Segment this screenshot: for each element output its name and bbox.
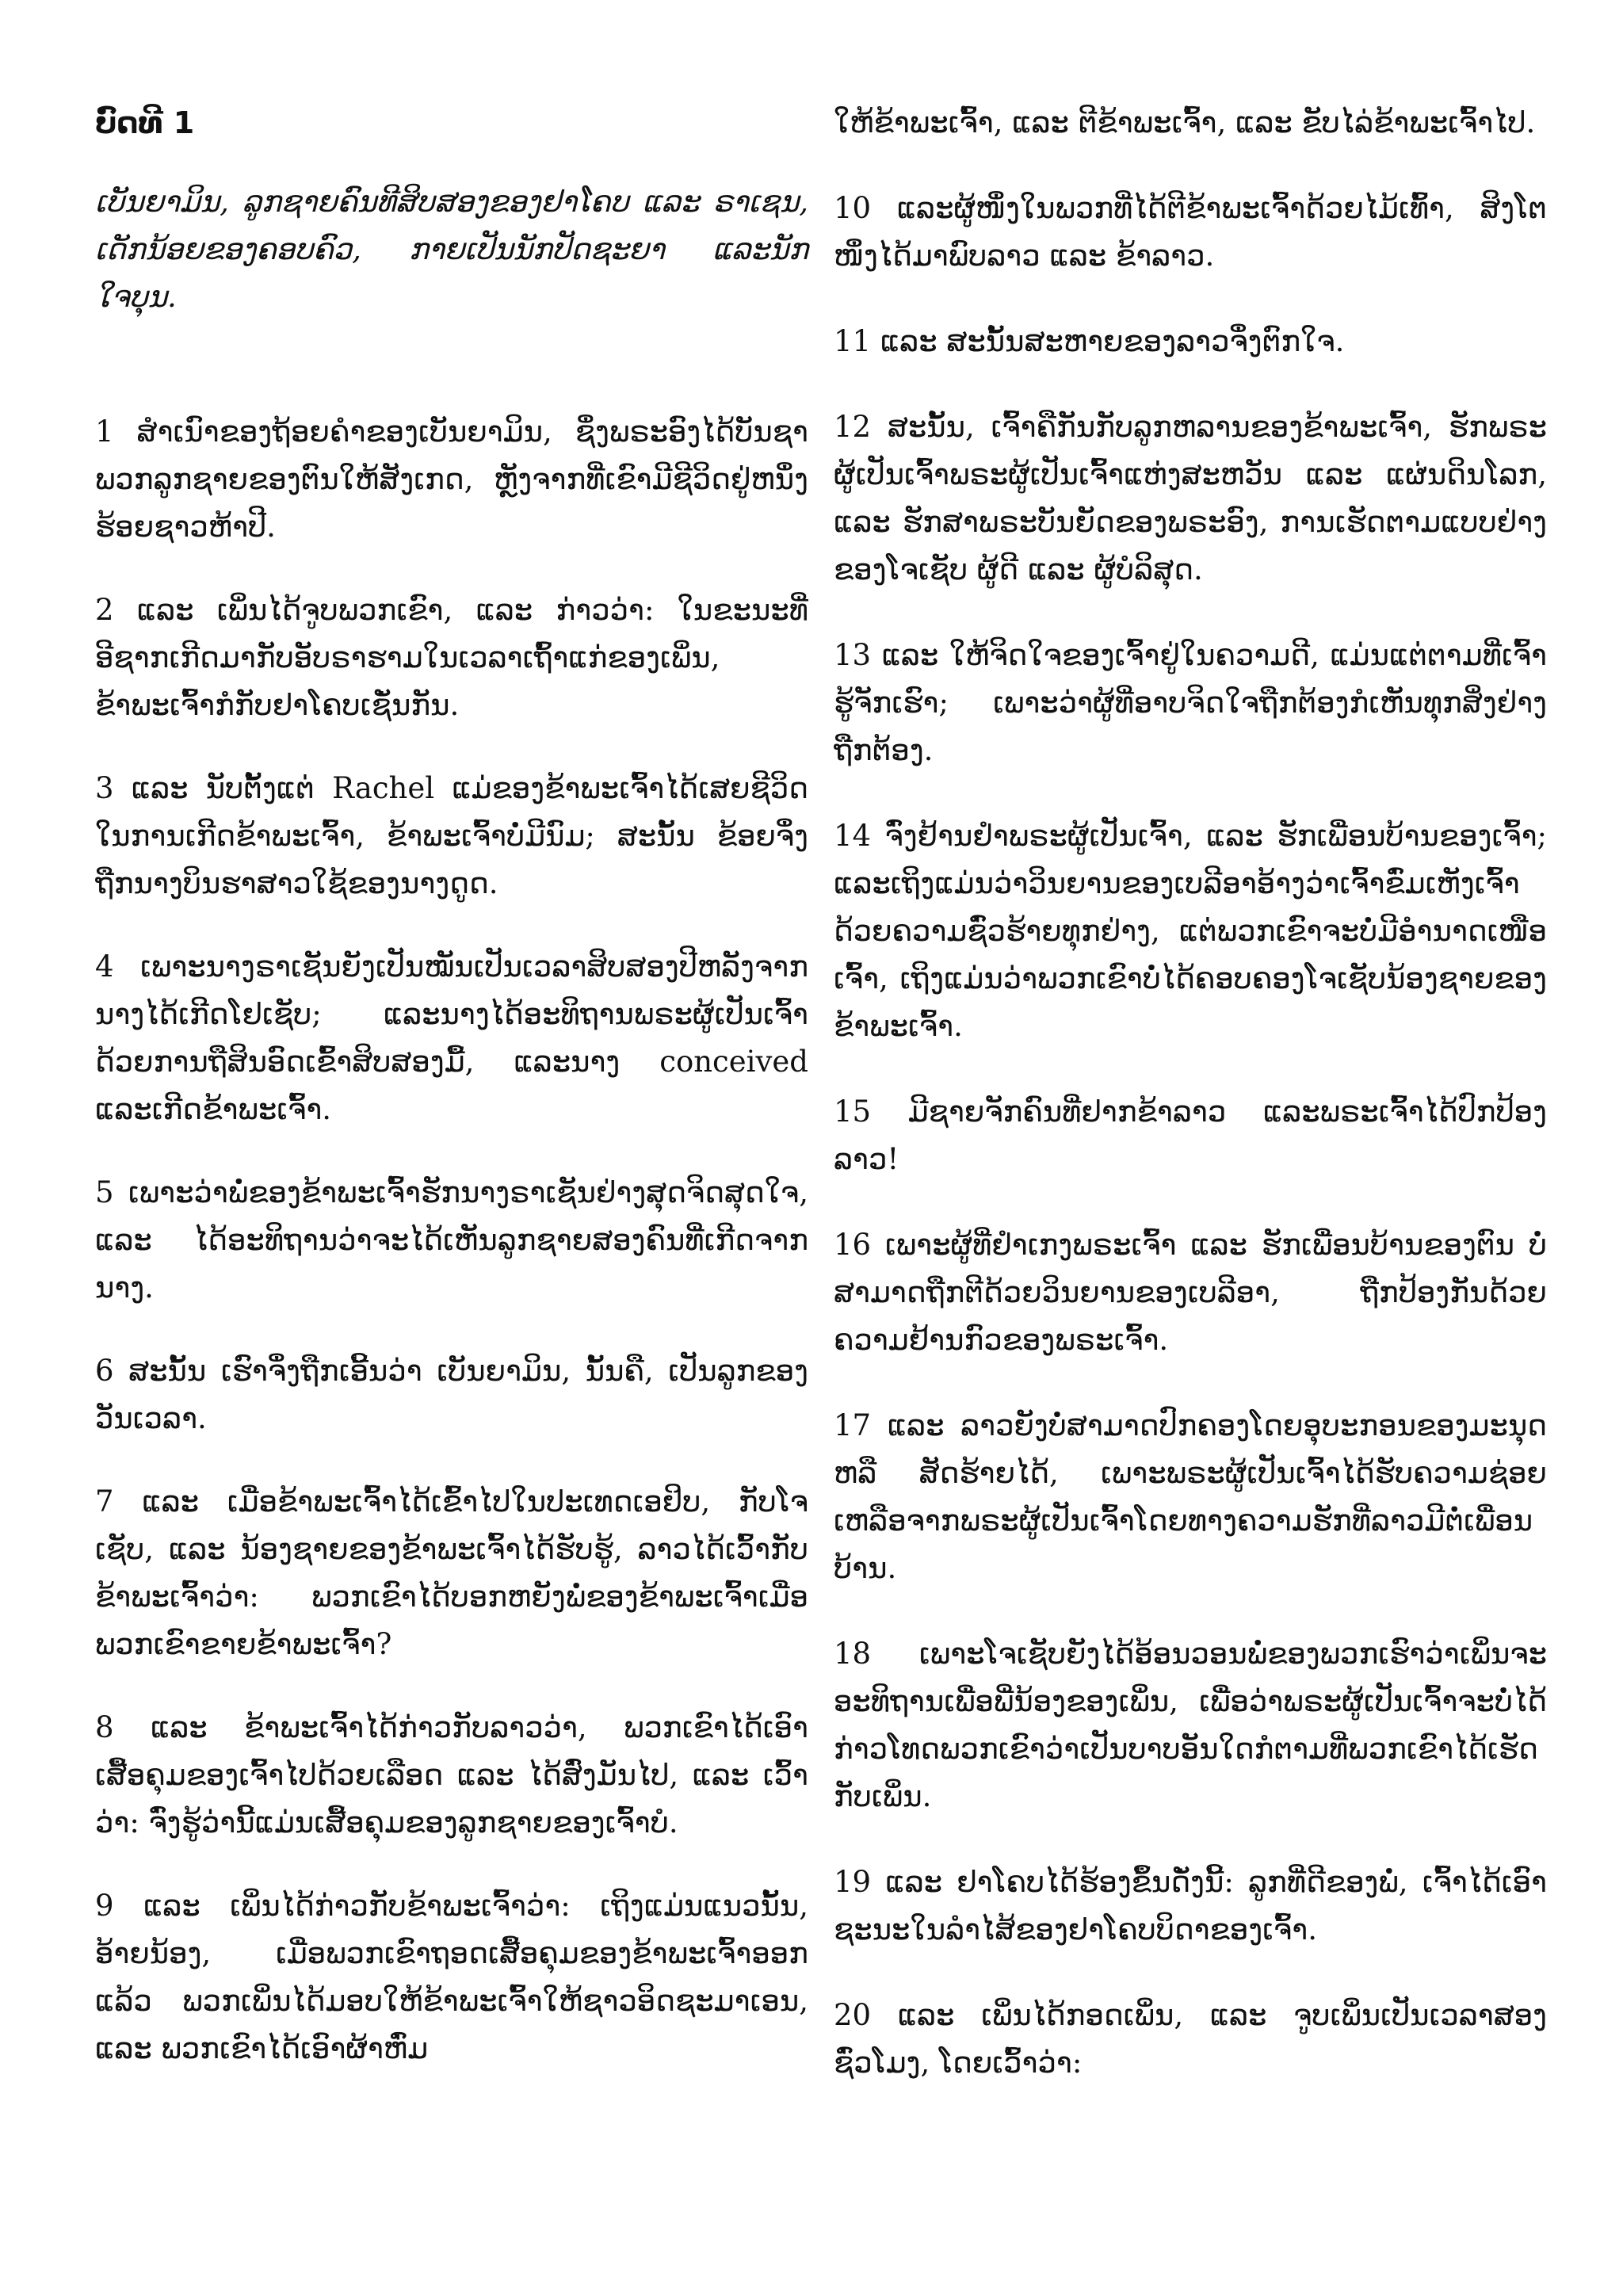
- verse-20: 20 ແລະ ເພິ່ນໄດ້ກອດເພິ່ນ, ແລະ ຈູບເພິ່ນເປັນເວລາສອງຊົ່ວໂມງ, ໂດຍເວົ້າວ່າ:: [834, 1998, 1547, 2080]
- chapter-heading: ບົດທີ 1: [95, 105, 195, 140]
- verse-13: 13 ແລະ ໃຫ້ຈິດໃຈຂອງເຈົ້າຢູ່ໃນຄວາມດີ, ແມ່ນແຕ່ຕາມທີ່ເຈົ້າຮູ້ຈັກເຮົາ; ເພາະວ່າຜູ້ທີ່ອາບຈິດໃຈຖືກຕ້ອງກໍເຫັນທຸກສິ່ງຢ່າງຖືກຕ້ອງ.: [834, 638, 1547, 767]
- verse-16: 16 ເພາະຜູ້ທີ່ຢຳເກງພຣະເຈົ້າ ແລະ ຮັກເພື່ອນບ້ານຂອງຕົນ ບໍ່ສາມາດຖືກຕີດ້ວຍວິນຍານຂອງເບລີອາ, ຖືກປ້ອງກັນດ້ວຍຄວາມຢ້ານກົວຂອງພຣະເຈົ້າ.: [834, 1228, 1547, 1357]
- verse-14: 14 ຈົ່ງຢ້ານຢໍາພຣະຜູ້ເປັນເຈົ້າ, ແລະ ຮັກເພື່ອນບ້ານຂອງເຈົ້າ; ແລະເຖິງແມ່ນວ່າວິນຍານຂອງເບລີອາອ້າງວ່າເຈົ້າຂົ່ມເຫັງເຈົ້າດ້ວຍຄວາມຊົ່ວຮ້າຍທຸກຢ່າງ, ແຕ່ພວກເຂົາຈະບໍ່ມີອໍານາດເໜືອເຈົ້າ, ເຖິງແມ່ນວ່າພວກເຂົາບໍ່ໄດ້ຄອບຄອງໂຈເຊັບນ້ອງຊາຍຂອງຂ້າພະເຈົ້າ.: [834, 819, 1547, 1043]
- verse-6: 6 ສະນັ້ນ ເຮົາຈຶ່ງຖືກເອີ້ນວ່າ ເບັນຍາມິນ, ນັ້ນຄື, ເປັນລູກຂອງວັນເວລາ.: [95, 1354, 808, 1435]
- verse-18: 18 ເພາະໂຈເຊັບຍັງໄດ້ອ້ອນວອນພໍ່ຂອງພວກເຮົາວ່າເພິ່ນຈະອະທິຖານເພື່ອພີ່ນ້ອງຂອງເພິ່ນ, ເພື່ອວ່າພຣະຜູ້ເປັນເຈົ້າຈະບໍ່ໄດ້ກ່າວໂທດພວກເຂົາວ່າເປັນບາບອັນໃດກໍຕາມທີ່ພວກເຂົາໄດ້ເຮັດກັບເພິ່ນ.: [834, 1637, 1547, 1813]
- verse-15: 15 ມີຊາຍຈັກຄົນທີ່ຢາກຂ້າລາວ ແລະພຣະເຈົ້າໄດ້ປົກປ້ອງລາວ!: [834, 1095, 1547, 1176]
- verse-4: 4 ເພາະນາງຣາເຊັນຍັງເປັນໝັນເປັນເວລາສິບສອງປີຫລັງຈາກນາງໄດ້ເກີດໂຢເຊັບ; ແລະນາງໄດ້ອະທິຖານພຣະຜູ້ເປັນເຈົ້າດ້ວຍການຖືສິນອົດເຂົ້າສິບສອງມື້, ແລະນາງ conceived ແລະເກີດຂ້າພະເຈົ້າ.: [95, 949, 808, 1126]
- verse-1: 1 ສຳເນົາຂອງຖ້ອຍຄຳຂອງເບັນຍາມິນ, ຊຶ່ງພຣະອົງໄດ້ບັນຊາພວກລູກຊາຍຂອງຕົນໃຫ້ສັງເກດ, ຫຼັງຈາກທີ່ເຂົາມີຊີວິດຢູ່ຫນຶ່ງຮ້ອຍຊາວຫ້າປີ.: [95, 415, 808, 544]
- verse-19: 19 ແລະ ຢາໂຄບໄດ້ຮ້ອງຂຶ້ນດັ່ງນີ້: ລູກທີ່ດີຂອງພໍ່, ເຈົ້າໄດ້ເອົາຊະນະໃນລຳໄສ້ຂອງຢາໂຄບບິດາຂອງເຈົ້າ.: [834, 1865, 1547, 1946]
- verse-5: 5 ເພາະວ່າພໍ່ຂອງຂ້າພະເຈົ້າຮັກນາງຣາເຊັນຢ່າງສຸດຈິດສຸດໃຈ, ແລະ ໄດ້ອະທິຖານວ່າຈະໄດ້ເຫັນລູກຊາຍສອງຄົນທີ່ເກີດຈາກນາງ.: [95, 1175, 808, 1305]
- verse-8: 8 ແລະ ຂ້າພະເຈົ້າໄດ້ກ່າວກັບລາວວ່າ, ພວກເຂົາໄດ້ເອົາເສື້ອຄຸມຂອງເຈົ້າໄປດ້ວຍເລືອດ ແລະ ໄດ້ສົ່ງມັນໄປ, ແລະ ເວົ້າວ່າ: ຈົ່ງຮູ້ວ່ານີ້ແມ່ນເສື້ອຄຸມຂອງລູກຊາຍຂອງເຈົ້າບໍ.: [95, 1710, 808, 1839]
- left-column: [95, 99, 808, 2108]
- chapter-summary: ເບັນຍາມິນ, ລູກຊາຍຄົນທີສິບສອງຂອງຢາໂຄບ ແລະ ຣາເຊນ, ເດັກນ້ອຍຂອງຄອບຄົວ, ກາຍເປັນນັກປັດຊະຍາ ແລະນັກໃຈບຸນ.: [95, 185, 808, 314]
- verse-3: 3 ແລະ ນັບຕັ້ງແຕ່ Rachel ແມ່ຂອງຂ້າພະເຈົ້າໄດ້ເສຍຊີວິດໃນການເກີດຂ້າພະເຈົ້າ, ຂ້າພະເຈົ້າບໍ່ມີນົມ; ສະນັ້ນ ຂ້ອຍຈຶ່ງຖືກນາງບິນຮາສາວໃຊ້ຂອງນາງດູດ.: [95, 771, 808, 900]
- verse-9: 9 ແລະ ເພິ່ນໄດ້ກ່າວກັບຂ້າພະເຈົ້າວ່າ: ເຖິງແມ່ນແນວນັ້ນ, ອ້າຍນ້ອງ, ເມື່ອພວກເຂົາຖອດເສື້ອຄຸມຂອງຂ້າພະເຈົ້າອອກແລ້ວ ພວກເພິ່ນໄດ້ມອບໃຫ້ຂ້າພະເຈົ້າໃຫ້ຊາວອິດຊະມາເອນ, ແລະ ພວກເຂົາໄດ້ເອົາຜ້າຫົ່ມ: [95, 1889, 808, 2065]
- verse-7: 7 ແລະ ເມື່ອຂ້າພະເຈົ້າໄດ້ເຂົ້າໄປໃນປະເທດເອຢິບ, ກັບໂຈເຊັບ, ແລະ ນ້ອງຊາຍຂອງຂ້າພະເຈົ້າໄດ້ຮັບຮູ້, ລາວໄດ້ເວົ້າກັບຂ້າພະເຈົ້າວ່າ: ພວກເຂົາໄດ້ບອກຫຍັງພໍ່ຂອງຂ້າພະເຈົ້າເມື່ອພວກເຂົາຂາຍຂ້າພະເຈົ້າ?: [95, 1484, 808, 1661]
- verse-2: 2 ແລະ ເພິ່ນໄດ້ຈູບພວກເຂົາ, ແລະ ກ່າວວ່າ: ໃນຂະນະທີ່ອີຊາກເກີດມາກັບອັບຣາຮາມໃນເວລາເຖົ້າແກ່ຂອງເພິ່ນ, ຂ້າພະເຈົ້າກໍກັບຢາໂຄບເຊັ່ນກັນ.: [95, 593, 808, 722]
- verse-11: 11 ແລະ ສະນັ້ນສະຫາຍຂອງລາວຈຶ່ງຕົກໃຈ.: [834, 324, 1345, 358]
- verse-12: 12 ສະນັ້ນ, ເຈົ້າຄືກັນກັບລູກຫລານຂອງຂ້າພະເຈົ້າ, ຮັກພຣະຜູ້ເປັນເຈົ້າພຣະຜູ້ເປັນເຈົ້າແຫ່ງສະຫວັນ ແລະ ແຜ່ນດິນໂລກ, ແລະ ຮັກສາພຣະບັນຍັດຂອງພຣະອົງ, ການເຮັດຕາມແບບຢ່າງຂອງໂຈເຊັບ ຜູ້ດີ ແລະ ຜູ້ບໍລິສຸດ.: [834, 410, 1547, 586]
- right-column: [834, 99, 1547, 2125]
- verse-10: 10 ແລະຜູ້ໜຶ່ງໃນພວກທີ່ໄດ້ຕີຂ້າພະເຈົ້າດ້ວຍໄມ້ເທົ້າ, ສິງໂຕໜຶ່ງໄດ້ມາພົບລາວ ແລະ ຂ້າລາວ.: [834, 191, 1547, 273]
- verse-9-continued: ໃຫ້ຂ້າພະເຈົ້າ, ແລະ ຕີຂ້າພະເຈົ້າ, ແລະ ຂັບໄລ່ຂ້າພະເຈົ້າໄປ.: [834, 105, 1536, 139]
- verse-17: 17 ແລະ ລາວຍັງບໍ່ສາມາດປົກຄອງໂດຍອຸບະກອນຂອງມະນຸດ ຫລື ສັດຮ້າຍໄດ້, ເພາະພຣະຜູ້ເປັນເຈົ້າໄດ້ຮັບຄວາມຊ່ອຍເຫລືອຈາກພຣະຜູ້ເປັນເຈົ້າໂດຍທາງຄວາມຮັກທີ່ລາວມີຕໍ່ເພື່ອນບ້ານ.: [834, 1408, 1547, 1585]
